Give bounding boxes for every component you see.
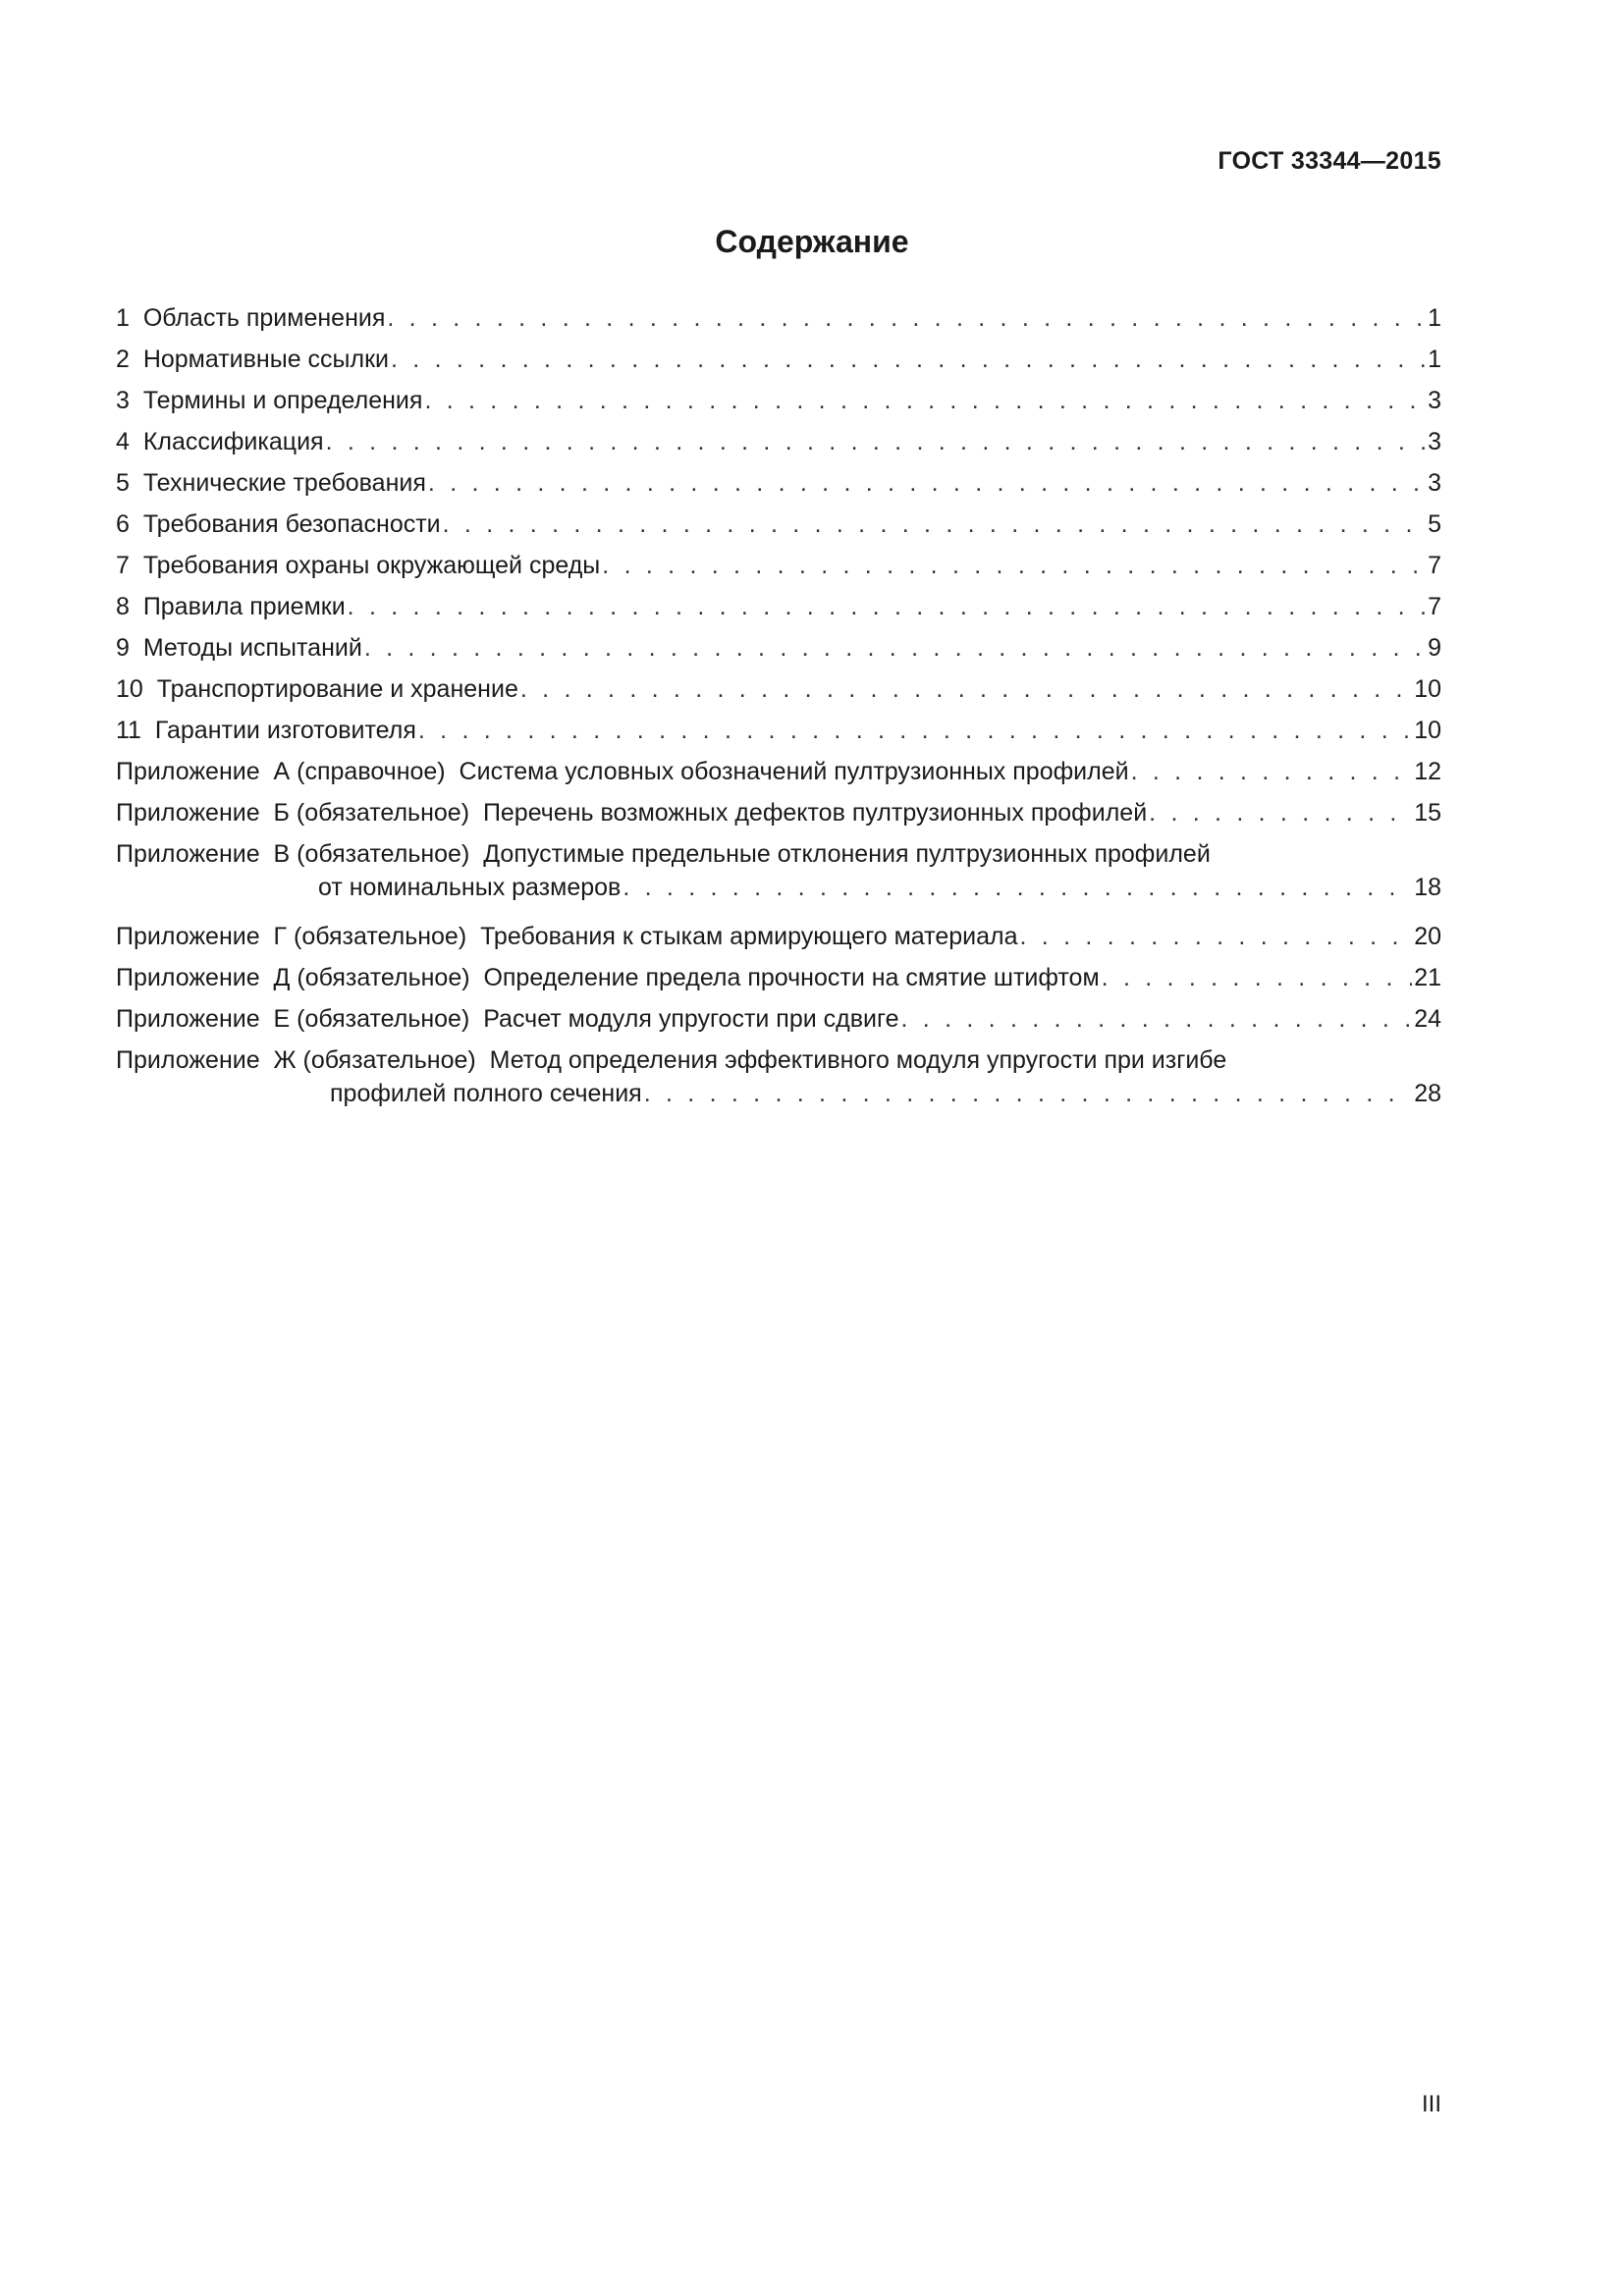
toc-entry-title-continuation: профилей полного сечения	[330, 1080, 642, 1107]
toc-entry[interactable]	[116, 840, 1441, 923]
toc-entry[interactable]	[116, 1005, 1441, 1046]
toc-entry-page: 1	[1428, 346, 1441, 373]
dot-leader	[443, 510, 1426, 539]
toc-entry-number: 1	[116, 304, 130, 332]
toc-entry-title: Допустимые предельные отклонения пултрузионных профилей	[483, 840, 1211, 868]
toc-entry-number: 2	[116, 346, 130, 373]
toc-entry-page: 10	[1414, 717, 1441, 744]
toc-entry[interactable]	[116, 510, 1441, 552]
toc-entry[interactable]	[116, 428, 1441, 469]
toc-entry-page: 18	[1414, 874, 1441, 901]
toc-entry[interactable]	[116, 593, 1441, 634]
dot-leader	[364, 634, 1426, 663]
dot-leader	[602, 552, 1426, 580]
document-code: ГОСТ 33344—2015	[1218, 147, 1441, 175]
toc-entry-number: Приложение Б (обязательное)	[116, 799, 470, 827]
toc-entry[interactable]	[116, 923, 1441, 964]
toc-entry-number: Приложение В (обязательное)	[116, 840, 470, 868]
toc-entry-page: 24	[1414, 1005, 1441, 1033]
toc-entry-number: Приложение А (справочное)	[116, 758, 446, 785]
toc-entry-title: Область применения	[142, 304, 386, 332]
toc-entry[interactable]	[116, 675, 1441, 717]
dot-leader	[1020, 923, 1413, 951]
toc-entry-title	[130, 304, 143, 333]
toc-entry[interactable]	[116, 469, 1441, 510]
toc-entry[interactable]	[116, 1046, 1441, 1129]
toc-entry-page: 20	[1414, 923, 1441, 950]
toc-entry-title: Термины и определения	[142, 387, 423, 414]
dot-leader	[326, 428, 1427, 456]
toc-entry-number: 6	[116, 510, 130, 538]
toc-entry-title: Требования безопасности	[142, 510, 441, 538]
toc-entry-number: Приложение Е (обязательное)	[116, 1005, 470, 1033]
toc-entry-number: Приложение Г (обязательное)	[116, 923, 467, 950]
dot-leader	[424, 387, 1426, 415]
toc-entry-title: Определение предела прочности на смятие штифтом	[483, 964, 1100, 991]
dot-leader	[428, 469, 1426, 498]
toc-entry-number: 10	[116, 675, 143, 703]
toc-entry-number: 8	[116, 593, 130, 620]
toc-entry-title: Требования к стыкам армирующего материала	[480, 923, 1018, 950]
toc-entry-title: Технические требования	[142, 469, 426, 497]
dot-leader	[900, 1005, 1412, 1034]
toc-entry[interactable]	[116, 758, 1441, 799]
toc-entry-page: 28	[1414, 1080, 1441, 1107]
toc-entry-page: 15	[1414, 799, 1441, 827]
toc-entry-number: 4	[116, 428, 130, 455]
toc-entry-page: 7	[1428, 593, 1441, 620]
toc-entry[interactable]	[116, 964, 1441, 1005]
toc-entry-page: 3	[1428, 387, 1441, 414]
toc-entry-title-continuation: от номинальных размеров	[318, 874, 622, 901]
toc-entry[interactable]	[116, 552, 1441, 593]
dot-leader	[623, 874, 1412, 902]
dot-leader	[1102, 964, 1413, 992]
toc-entry-page: 5	[1428, 510, 1441, 538]
dot-leader	[1131, 758, 1413, 786]
toc-entry-page: 10	[1414, 675, 1441, 703]
toc-entry-title: Система условных обозначений пултрузионных профилей	[459, 758, 1129, 785]
toc-entry-number: 9	[116, 634, 130, 662]
toc-entry[interactable]	[116, 634, 1441, 675]
toc-entry-title: Правила приемки	[142, 593, 346, 620]
toc-entry-number: Приложение Ж (обязательное)	[116, 1046, 476, 1074]
toc-entry-title: Транспортирование и хранение	[156, 675, 518, 703]
toc-entry[interactable]	[116, 717, 1441, 758]
toc-entry-page: 3	[1428, 469, 1441, 497]
dot-leader	[348, 593, 1426, 621]
toc-entry-page: 1	[1428, 304, 1441, 332]
dot-leader	[520, 675, 1412, 704]
toc-entry-number: Приложение Д (обязательное)	[116, 964, 470, 991]
dot-leader	[387, 304, 1426, 333]
toc-entry-page: 12	[1414, 758, 1441, 785]
toc-entry-title: Нормативные ссылки	[142, 346, 389, 373]
toc-entry-title: Требования охраны окружающей среды	[142, 552, 601, 579]
toc-entry-number: 11	[116, 717, 141, 744]
dot-leader	[644, 1080, 1412, 1108]
toc-entry-page: 21	[1414, 964, 1441, 991]
toc-entry-page: 7	[1428, 552, 1441, 579]
toc-entry-title: Методы испытаний	[142, 634, 362, 662]
toc-entry[interactable]	[116, 387, 1441, 428]
dot-leader	[418, 717, 1412, 745]
toc-entry-title: Метод определения эффективного модуля упругости при изгибе	[489, 1046, 1227, 1074]
toc-entry-title: Классификация	[142, 428, 324, 455]
toc-entry[interactable]	[116, 799, 1441, 840]
page-title: Содержание	[715, 224, 909, 259]
dot-leader	[1149, 799, 1412, 828]
page-number: III	[1421, 2091, 1441, 2117]
toc-entry-number: 5	[116, 469, 130, 497]
toc-entry-title: Расчет модуля упругости при сдвиге	[483, 1005, 899, 1033]
toc-entry-title: Гарантии изготовителя	[154, 717, 416, 744]
toc-entry-title: Перечень возможных дефектов пултрузионных профилей	[482, 799, 1148, 827]
toc-entry[interactable]	[116, 304, 1441, 346]
table-of-contents	[116, 304, 1441, 1129]
toc-entry-number: 7	[116, 552, 130, 579]
toc-entry[interactable]	[116, 346, 1441, 387]
toc-entry-number: 3	[116, 387, 130, 414]
toc-entry-page: 3	[1428, 428, 1441, 455]
dot-leader	[391, 346, 1426, 374]
toc-entry-page: 9	[1428, 634, 1441, 662]
